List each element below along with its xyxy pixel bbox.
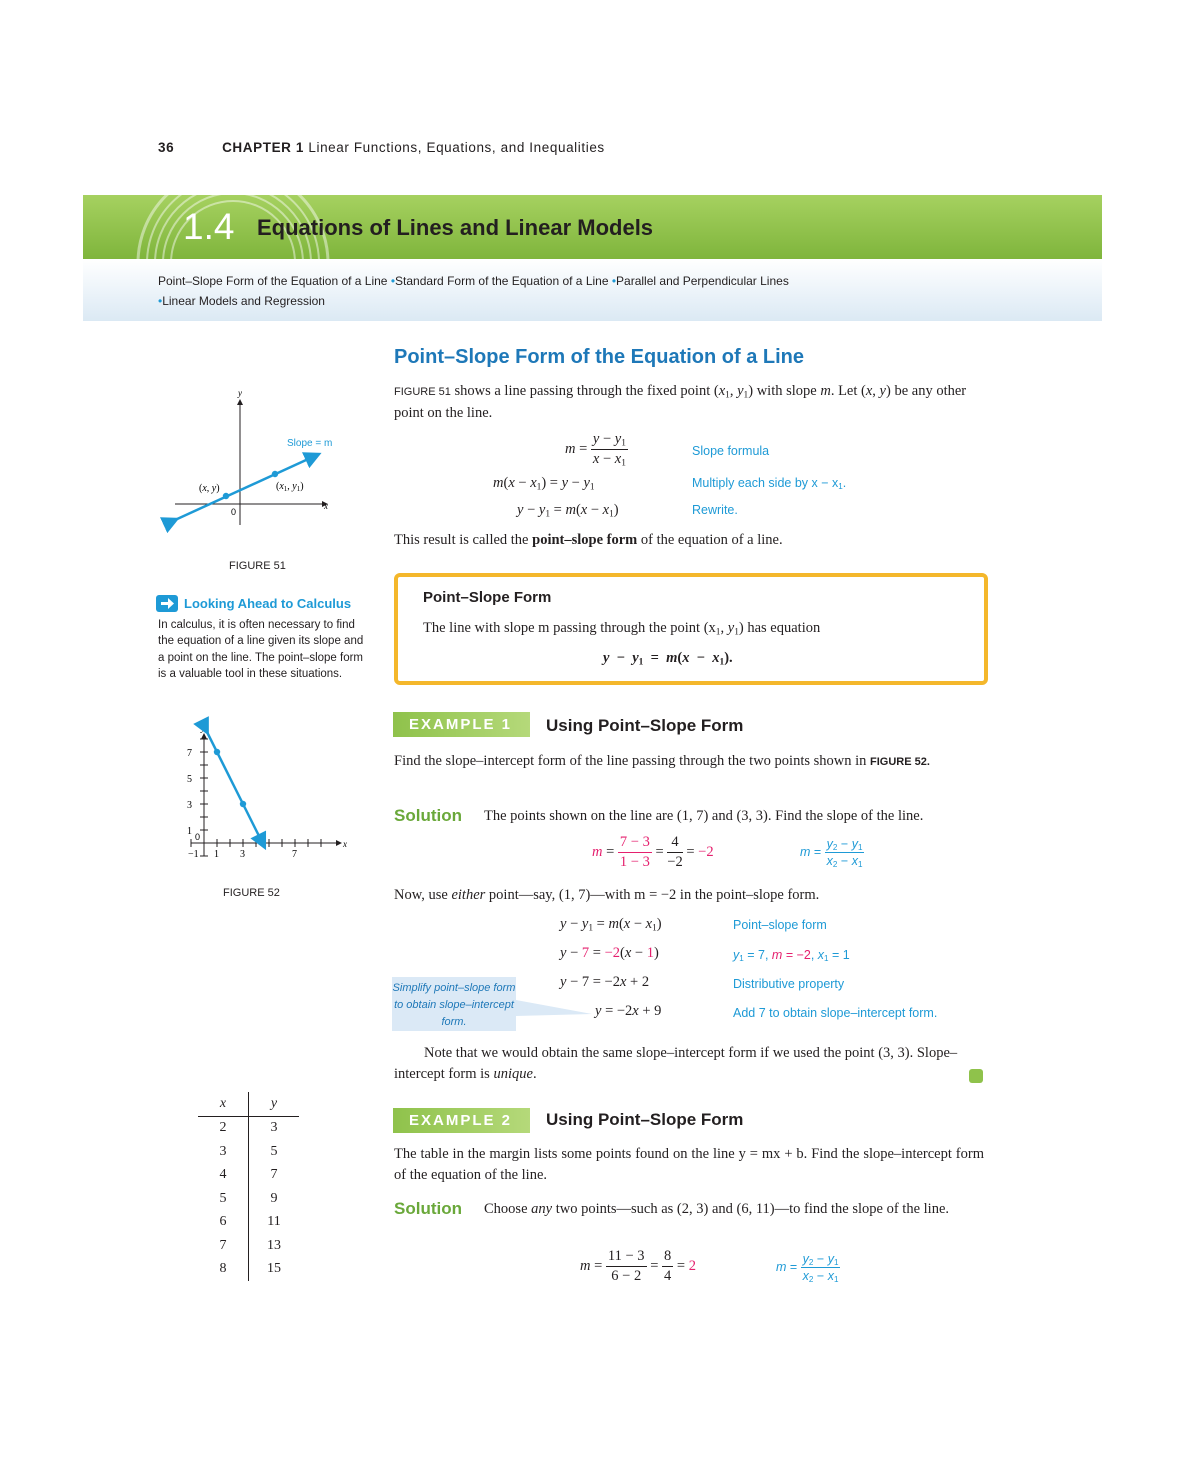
equation-multiply: $m(x - x_1) = y - y_1$ — [493, 475, 595, 493]
intro-text: with slope — [753, 383, 821, 399]
table-cell-y: 11 — [267, 1214, 281, 1230]
table-cell-y: 5 — [270, 1143, 278, 1159]
example-1-solution-text: The points shown on the line are (1, 7) and (3, 3). Find the slope of the line. — [484, 808, 924, 824]
table-header-x: x — [198, 1092, 249, 1116]
table-cell-x: 8 — [198, 1258, 249, 1282]
figure-51-caption: FIGURE 51 — [229, 560, 286, 572]
intro-text: . Let — [830, 383, 862, 399]
y-tick-label: 3 — [187, 800, 192, 811]
step-point-slope: $y - y_1 = m(x - x_1)$ — [560, 916, 662, 934]
key-term: point–slope form — [532, 532, 638, 548]
subsection-title: Point–Slope Form of the Equation of a Line — [394, 346, 804, 368]
example-1-solution-label: Solution — [394, 806, 462, 825]
section-title: Equations of Lines and Linear Models — [257, 215, 654, 240]
page-number: 36 — [158, 140, 175, 155]
callout-text: Simplify point–slope form to obtain slope–intercept form. — [392, 982, 516, 1028]
bullet-icon: • — [390, 274, 396, 288]
x-tick-label: −1 — [188, 849, 199, 860]
label-x-y: (x, y) — [199, 483, 220, 494]
data-point — [214, 749, 220, 755]
point-x1-y1 — [272, 471, 278, 477]
callout-pointer — [516, 998, 592, 1020]
xy-values-table — [198, 1092, 299, 1281]
intro-paragraph: FIGURE 51 shows a line passing through the fixed point ($x_1$, $y_1$) with slope m. Let (x, y) be any other point on the line. — [394, 383, 967, 421]
intro-text: shows a line passing through the fixed point — [450, 383, 714, 399]
figure-52-line — [207, 731, 264, 845]
arrow-right-icon — [156, 595, 178, 612]
example-2-tag: EXAMPLE 2 — [393, 1108, 530, 1133]
topic-item: Parallel and Perpendicular Lines — [616, 274, 789, 288]
table-row — [198, 1187, 299, 1211]
topic-item: Point–Slope Form of the Equation of a Line — [158, 274, 388, 288]
table-cell-x: 6 — [198, 1211, 249, 1235]
slope-formula-note: m = $\frac{y_2 - y_1}{x_2 - x_1}$ — [800, 837, 863, 870]
table-cell-y: 3 — [270, 1120, 278, 1136]
example-1-title: Using Point–Slope Form — [546, 716, 744, 735]
intro-text: be any other point on the line. — [394, 383, 967, 421]
slope-label: Slope = m — [287, 438, 333, 449]
y-axis-label: y — [201, 723, 205, 733]
table-cell-y: 9 — [270, 1190, 278, 1206]
chapter-title: Linear Functions, Equations, and Inequalities — [308, 140, 605, 155]
step-note: Add 7 to obtain slope–intercept form. — [733, 1006, 938, 1020]
result-sentence: This result is called the point–slope form of the equation of a line. — [394, 532, 783, 548]
now-use-sentence: Now, use either point—say, (1, 7)—with m = −2 in the point–slope form. — [394, 887, 820, 903]
example-1-tag: EXAMPLE 1 — [393, 712, 530, 737]
slope-formula-note: m = $\frac{y_2 - y_1}{x_2 - x_1}$ — [776, 1252, 839, 1285]
derivation-note: Slope formula — [692, 444, 770, 458]
example-1-problem: Find the slope–intercept form of the line passing through the two points shown in FIGURE 52. — [394, 753, 930, 769]
looking-ahead-title: Looking Ahead to Calculus — [184, 596, 352, 611]
running-head — [158, 140, 605, 155]
y-tick-label: 5 — [187, 774, 192, 785]
definition-text: The line with slope m passing through the point ($x_1$, $y_1$) has equation — [423, 620, 821, 638]
x-tick-label: 3 — [240, 849, 245, 860]
step-substitute: y − 7 = −2(x − 1) — [560, 945, 659, 961]
table-cell-y: 7 — [270, 1167, 278, 1183]
table-header-row — [198, 1092, 299, 1116]
end-of-example-icon — [969, 1069, 983, 1083]
table-cell-x: 2 — [198, 1116, 249, 1140]
figure-52-caption: FIGURE 52 — [223, 887, 280, 899]
table-row — [198, 1258, 299, 1282]
label-x1-y1: ($x_1$, $y_1$) — [276, 481, 304, 493]
table-row — [198, 1234, 299, 1258]
step-note: Distributive property — [733, 977, 845, 991]
table-cell-y: 15 — [267, 1261, 281, 1277]
origin-label: 0 — [195, 832, 201, 842]
x-axis-label: x — [343, 839, 347, 849]
table-row — [198, 1116, 299, 1140]
figure-reference: FIGURE 51 — [394, 386, 451, 398]
table-row — [198, 1211, 299, 1235]
derivation-note: Rewrite. — [692, 503, 738, 517]
step-final: y = −2x + 9 — [595, 1003, 662, 1019]
bullet-icon: • — [611, 274, 617, 288]
data-point — [240, 801, 246, 807]
slope-calculation: m = $\frac{7 - 3}{1 - 3}$ = $\frac{4}{-2}$ = −2 — [592, 834, 714, 870]
figure-reference: FIGURE 52. — [870, 756, 930, 768]
step-substitute-note: $y_1 = 7$, m = −2, $x_1 = 1$ — [733, 948, 850, 964]
equation-slope-formula: m = $\frac{y - y_1}{x - x_1}$ — [565, 431, 626, 469]
step-distribute: y − 7 = −2x + 2 — [560, 974, 650, 990]
table-cell-x: 5 — [198, 1187, 249, 1211]
chapter-label: CHAPTER 1 — [222, 140, 304, 155]
equation-rewrite: $y - y_1 = m(x - x_1)$ — [517, 502, 619, 520]
figure-51-graph — [165, 385, 365, 535]
figure-52-chart — [170, 710, 347, 880]
x-tick-label: 1 — [214, 849, 219, 860]
origin-label: 0 — [231, 507, 237, 517]
x-axis-label: x — [324, 501, 328, 511]
table-row — [198, 1164, 299, 1188]
y-tick-label: 1 — [187, 826, 192, 837]
bullet-icon: • — [158, 294, 163, 308]
table-cell-x: 4 — [198, 1164, 249, 1188]
step-note: Point–slope form — [733, 918, 827, 932]
example-2-title: Using Point–Slope Form — [546, 1110, 744, 1129]
topic-item: Linear Models and Regression — [162, 294, 325, 308]
section-topics — [158, 271, 958, 311]
example-2-solution-text: Choose any two points—such as (2, 3) and (6, 11)—to find the slope of the line. — [484, 1201, 949, 1217]
table-row — [198, 1140, 299, 1164]
y-tick-label: 7 — [187, 748, 192, 759]
example-2-slope-calculation: m = $\frac{11 - 3}{6 - 2}$ = $\frac{8}{4}$ = 2 — [580, 1248, 696, 1284]
topic-item: Standard Form of the Equation of a Line — [395, 274, 609, 288]
uniqueness-note: Note that we would obtain the same slope–intercept form if we used the point (3, 3). Slope–intercept form is unique. — [394, 1045, 958, 1082]
table-cell-y: 13 — [267, 1237, 281, 1253]
x-tick-label: 7 — [292, 849, 297, 860]
derivation-note: Multiply each side by $x - x_1$. — [692, 476, 847, 492]
point-slope-formula: $y - y_1 = m(x - x_1)$. — [603, 650, 733, 668]
point-x-y — [223, 493, 229, 499]
looking-ahead-text: In calculus, it is often necessary to find the equation of a line given its slope and a point on the line. The point–slope form is a valuable tool in these situations. — [158, 619, 364, 680]
example-2-problem: The table in the margin lists some points found on the line y = mx + b. Find the slope–intercept form of the equation of the line. — [394, 1146, 984, 1183]
example-2-solution-label: Solution — [394, 1199, 462, 1218]
definition-title: Point–Slope Form — [423, 589, 552, 606]
section-number: 1.4 — [183, 206, 235, 247]
table-cell-x: 3 — [198, 1140, 249, 1164]
table-cell-x: 7 — [198, 1234, 249, 1258]
table-header-y: y — [249, 1092, 300, 1116]
y-axis-label: y — [238, 388, 242, 398]
